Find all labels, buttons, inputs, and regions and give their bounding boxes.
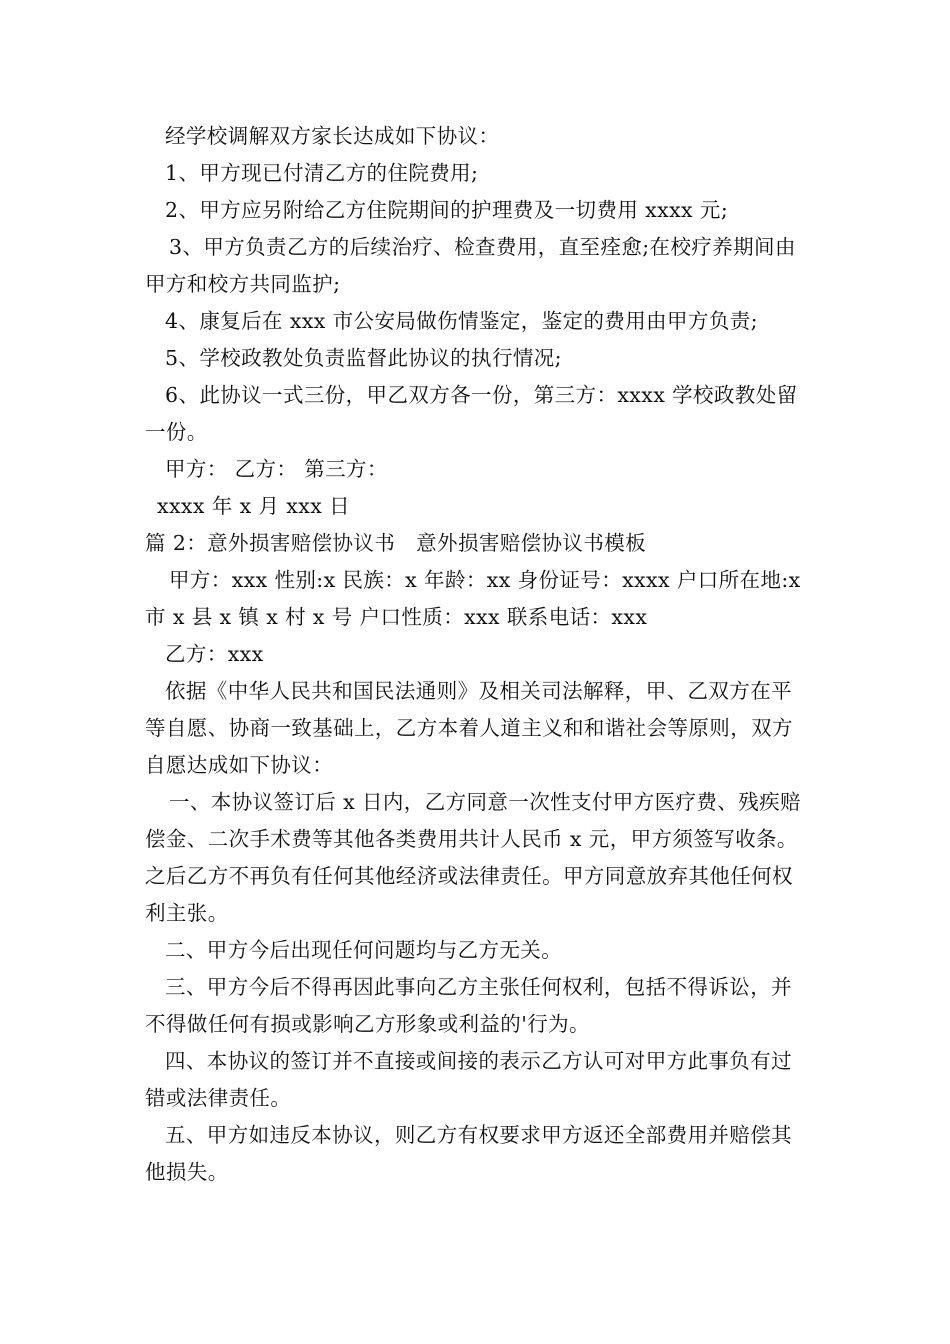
document-body	[145, 118, 810, 1191]
article-3: 三、甲方今后不得再因此事向乙方主张任何权利，包括不得诉讼，并不得做任何有损或影响乙方形象或利益的'行为。	[145, 975, 792, 1036]
article-2: 二、甲方今后出现任何问题均与乙方无关。	[165, 938, 563, 962]
clause-4: 4、康复后在 xxx 市公安局做伤情鉴定，鉴定的费用由甲方负责;	[165, 309, 758, 333]
party-a-info: 甲方：xxx 性别:x 民族：x 年龄：xx 身份证号：xxxx 户口所在地:x 市 x 县 x 镇 x 村 x 号 户口性质：xxx 联系电话：xxx	[145, 568, 801, 629]
clause-2: 2、甲方应另附给乙方住院期间的护理费及一切费用 xxxx 元;	[165, 198, 729, 222]
clause-6: 6、此协议一式三份，甲乙双方各一份，第三方：xxxx 学校政教处留一份。	[145, 383, 798, 444]
signature-parties: 甲方： 乙方： 第三方：	[165, 457, 388, 481]
article-4: 四、本协议的签订并不直接或间接的表示乙方认可对甲方此事负有过错或法律责任。	[145, 1049, 792, 1110]
clause-3: 3、甲方负责乙方的后续治疗、检查费用，直至痊愈;在校疗养期间由甲方和校方共同监护;	[145, 235, 796, 296]
clause-1: 1、甲方现已付清乙方的住院费用;	[165, 161, 479, 185]
article-5: 五、甲方如违反本协议，则乙方有权要求甲方返还全部费用并赔偿其他损失。	[145, 1123, 792, 1184]
legal-basis-paragraph: 依据《中华人民共和国民法通则》及相关司法解释，甲、乙双方在平等自愿、协商一致基础上，乙方本着人道主义和和谐社会等原则，双方自愿达成如下协议：	[145, 679, 793, 777]
intro-paragraph: 经学校调解双方家长达成如下协议：	[165, 124, 500, 148]
signature-date: xxxx 年 x 月 xxx 日	[157, 494, 350, 518]
article-1: 一、本协议签订后 x 日内，乙方同意一次性支付甲方医疗费、残疾赔偿金、二次手术费等其他各类费用共计人民币 x 元，甲方须签写收条。之后乙方不再负有任何其他经济或法律责任。甲方同意放弃其他任何权利主张。	[145, 790, 801, 925]
section-heading: 篇 2：意外损害赔偿协议书 意外损害赔偿协议书模板	[145, 531, 647, 555]
clause-5: 5、学校政教处负责监督此协议的执行情况;	[165, 346, 562, 370]
party-b-info: 乙方：xxx	[165, 642, 264, 666]
